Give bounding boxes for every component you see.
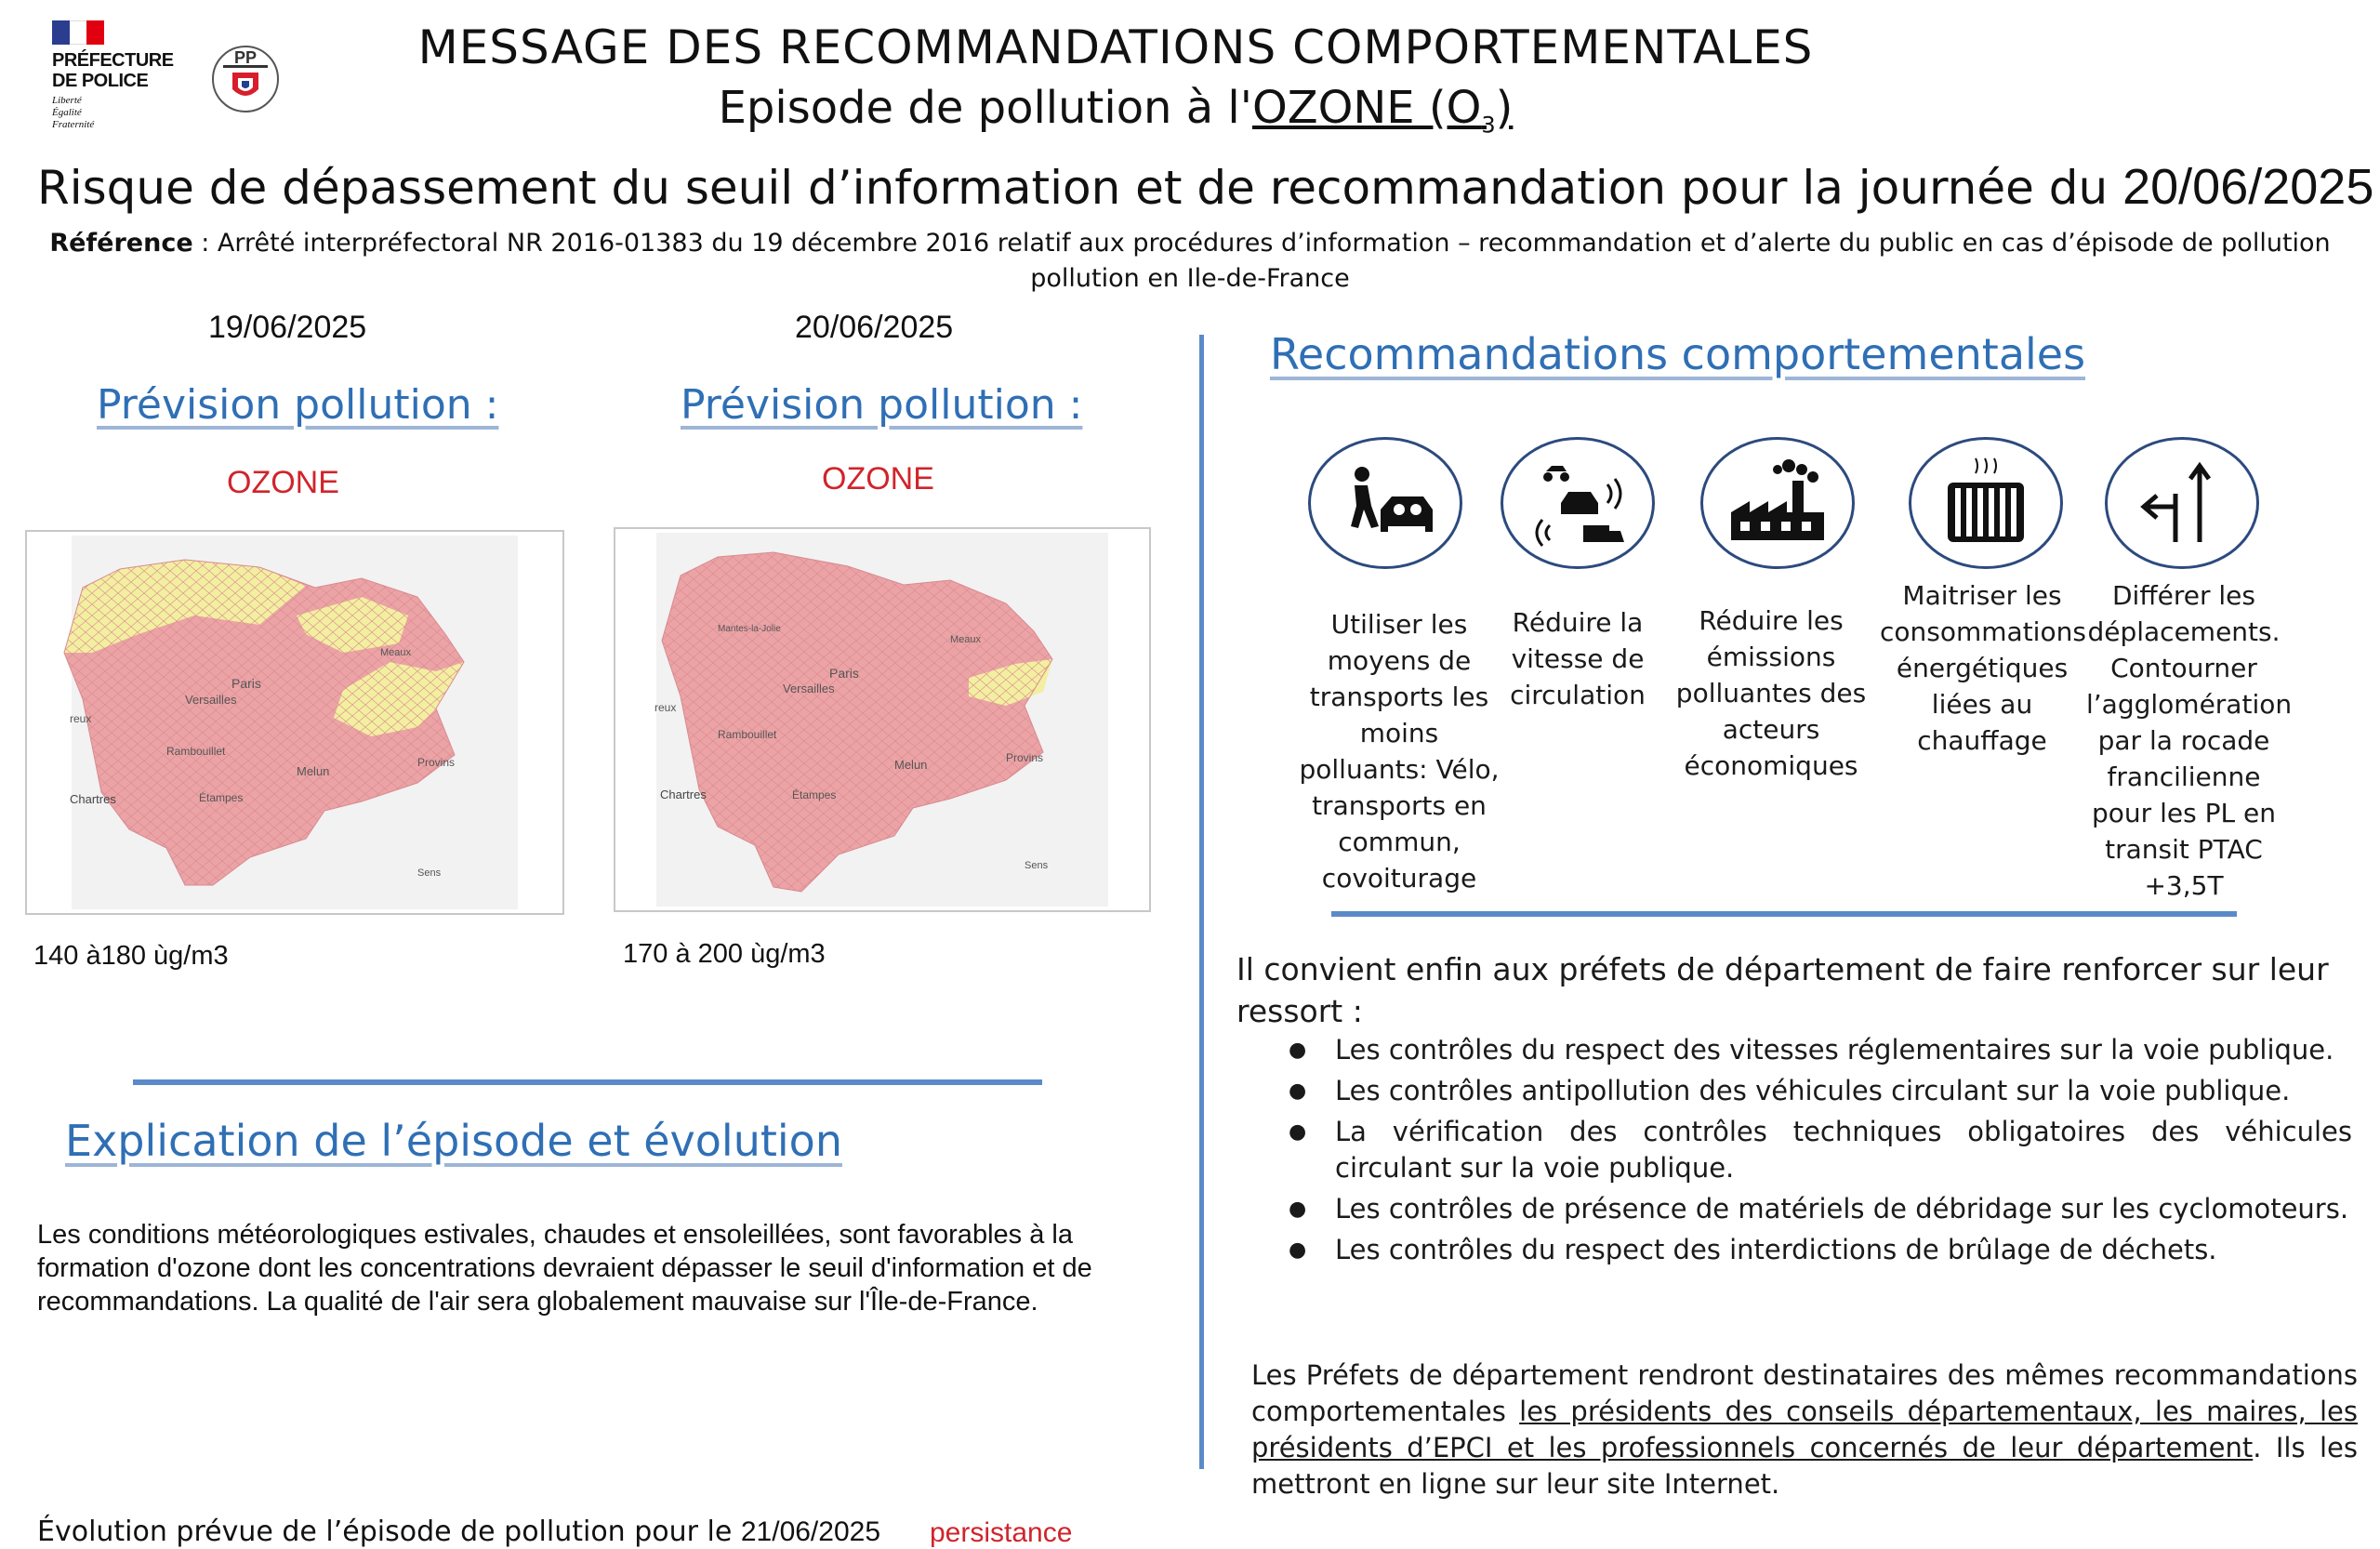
forecast-title-2: Prévision pollution : <box>681 381 1083 429</box>
map1-etampes: Étampes <box>199 791 244 804</box>
measure-item: ● Les contrôles du respect des interdictions de brûlage de déchets. <box>1236 1232 2352 1268</box>
reco-text-3: Réduire les émissions polluantes des acteurs économiques <box>1675 605 1867 781</box>
risk-text: Risque de dépassement du seuil d’information et de recommandation pour la journée du <box>37 161 2109 215</box>
measure-item: ● Les contrôles du respect des vitesses réglementaires sur la voie publique. <box>1236 1032 2352 1068</box>
forecast-pollutant-2: OZONE <box>822 461 934 496</box>
episode-prefix: Episode de pollution à l' <box>718 82 1252 134</box>
recommendations-title: Recommandations comportementales <box>1270 329 2086 379</box>
map2-paris: Paris <box>829 666 859 681</box>
map1-chartres: Chartres <box>70 792 116 806</box>
reco-text-5: Différer les déplacements. Contourner l’agglomération par la rocade francilienne pour les PL en transit PTAC +3,5T <box>2086 580 2293 901</box>
map2-chartres: Chartres <box>660 788 707 801</box>
map1-versailles: Versailles <box>185 693 237 707</box>
measure-item: ● La vérification des contrôles techniques obligatoires des véhicules circulant sur la voie publique. <box>1236 1114 2352 1186</box>
map1-rambouillet: Rambouillet <box>166 745 226 758</box>
forecast-title-1: Prévision pollution : <box>97 381 499 429</box>
map1-provins: Provins <box>417 756 456 769</box>
forecast-map-1 <box>25 530 564 915</box>
factory-icon <box>1700 437 1855 569</box>
map2-rambouillet: Rambouillet <box>718 728 777 741</box>
logo-name: PRÉFECTURE DE POLICE <box>52 50 174 91</box>
reco-text-2: Réduire la vitesse de circulation <box>1510 607 1646 710</box>
measure-item: ● Les contrôles antipollution des véhicules circulant sur la voie publique. <box>1236 1073 2352 1109</box>
pp-initials: PP <box>233 48 258 67</box>
episode-title <box>298 82 1934 139</box>
final-paragraph: Les Préfets de département rendront destinataires des mêmes recommandations comportementales les présidents des conseils départementaux, les maires, les présidents d’EPCI et les professionnels concernés de leur département. Ils les mettront en ligne sur leur site Internet. <box>1251 1359 2358 1500</box>
concentration-2: 170 à 200 ùg/m3 <box>623 939 826 969</box>
prefecture-logo <box>52 20 182 131</box>
map2-melun: Melun <box>894 758 928 772</box>
logo-motto: Liberté Égalité Fraternité <box>52 95 95 130</box>
pollutant-name: OZONE $(O_3)$ <box>1251 82 1514 139</box>
reference-label: Référence <box>49 229 193 258</box>
reference-text: : Arrêté interpréfectoral NR 2016-01383 du 19 décembre 2016 relatif aux procédures d’information – recommandation et d’alerte du public en cas d’épisode de pollution pollution en Ile-de-France <box>192 229 2331 293</box>
vehicle-speed-icon <box>1501 437 1655 569</box>
vertical-divider <box>1199 335 1204 1469</box>
map1-sens: Sens <box>417 867 442 879</box>
conclusion-intro: Il convient enfin aux préfets de département de faire renforcer sur leur ressort : <box>1236 951 2329 1029</box>
map2-sens: Sens <box>1025 860 1049 871</box>
evolution-date: 21/06/2025 <box>740 1516 881 1547</box>
forecast-date-1: 19/06/2025 <box>208 310 367 345</box>
map1-paris: Paris <box>231 676 261 691</box>
reco-text-4: Maitriser les consommations énergétiques liées au chauffage <box>1880 580 2086 756</box>
detour-sign-icon <box>2105 437 2259 569</box>
map1-meaux: Meaux <box>380 647 412 658</box>
divider-bar-left <box>133 1079 1042 1085</box>
reference <box>37 226 2343 297</box>
map2-mantes: Mantes-la-Jolie <box>718 624 781 634</box>
evolution-line <box>37 1516 880 1548</box>
map1-melun: Melun <box>297 764 330 778</box>
measures-list <box>1236 1032 2352 1273</box>
explanation-title: Explication de l’épisode et évolution <box>65 1116 842 1166</box>
recipients: les présidents des conseils départementaux, les maires, les présidents d’EPCI et les professionnels concernés de leur département <box>1251 1396 2358 1463</box>
map2-etampes: Étampes <box>792 788 837 801</box>
map2-dreux: reux <box>654 701 677 714</box>
french-flag-icon <box>52 20 104 45</box>
pedestrian-car-icon <box>1308 437 1462 569</box>
forecast-pollutant-1: OZONE <box>227 465 339 500</box>
divider-bar-right <box>1331 911 2237 917</box>
risk-date: 20/06/2025 <box>2122 159 2374 215</box>
risk-line <box>37 158 2374 216</box>
forecast-date-2: 20/06/2025 <box>795 310 954 345</box>
main-title: MESSAGE DES RECOMMANDATIONS COMPORTEMENTALES <box>417 20 1814 74</box>
explanation-text: Les conditions météorologiques estivales, chaudes et ensoleillées, sont favorables à la formation d'ozone dont les concentrations devraient dépasser le seuil d'information et de recommandations. La qualité de l'air sera globalement mauvaise sur l'Île-de-France. <box>37 1220 1092 1317</box>
evolution-label: Évolution prévue de l’épisode de pollution pour le <box>37 1516 733 1548</box>
concentration-1: 140 à180 ùg/m3 <box>33 941 229 971</box>
map1-dreux: reux <box>70 712 92 725</box>
map2-provins: Provins <box>1006 751 1044 764</box>
evolution-status: persistance <box>930 1517 1073 1548</box>
forecast-map-2 <box>614 527 1151 912</box>
map2-versailles: Versailles <box>783 682 835 695</box>
measure-item: ● Les contrôles de présence de matériels de débridage sur les cyclomoteurs. <box>1236 1191 2352 1227</box>
police-emblem-icon <box>210 41 281 117</box>
radiator-icon <box>1909 437 2063 569</box>
reco-text-1: Utiliser les moyens de transports les moins polluants: Vélo, transports en commun, covoiturage <box>1299 609 1500 894</box>
map2-meaux: Meaux <box>950 634 982 645</box>
